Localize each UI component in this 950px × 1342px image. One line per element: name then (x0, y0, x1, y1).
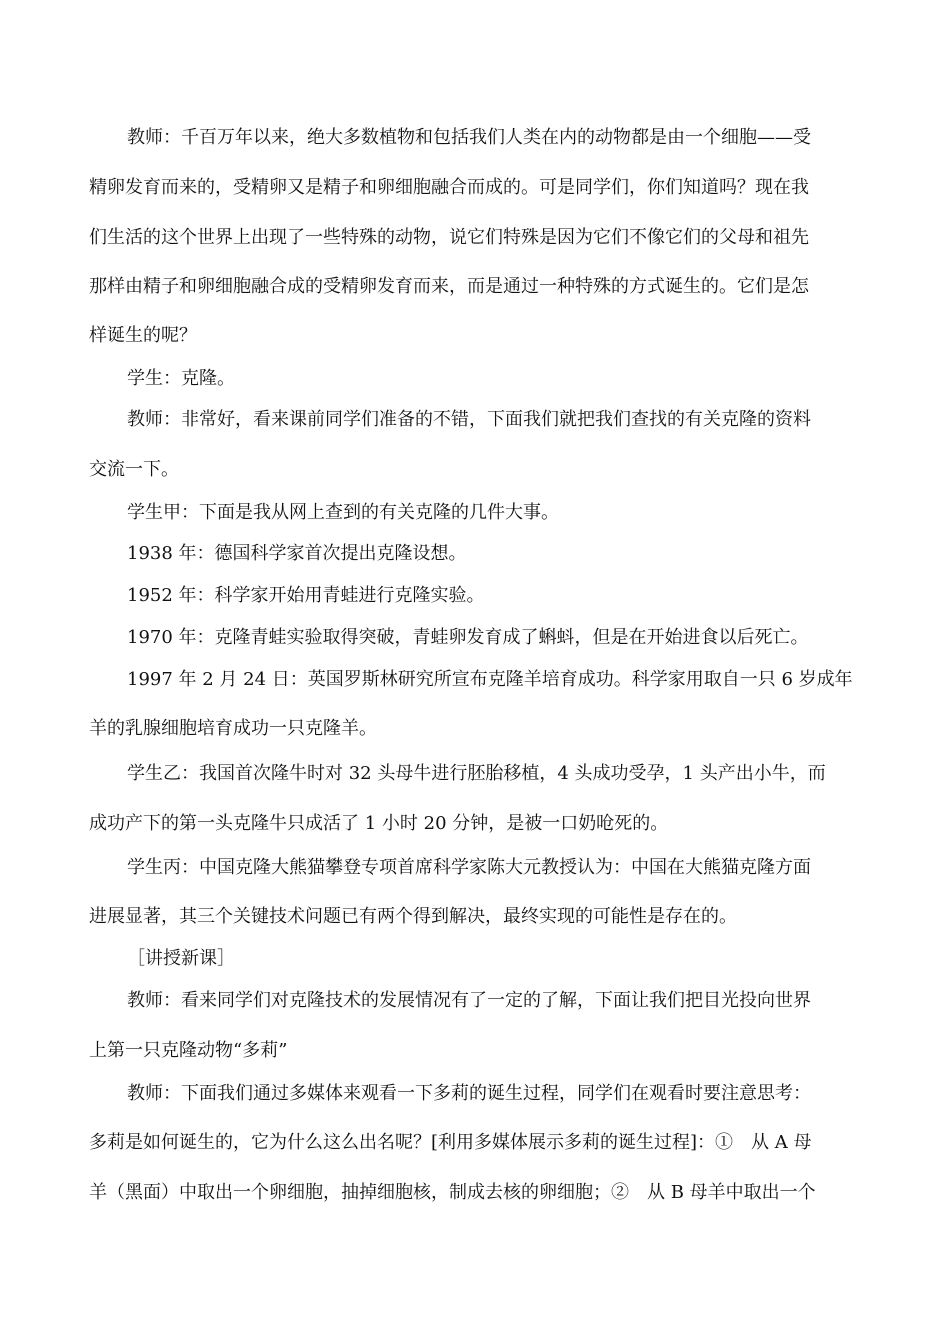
paragraph-line: 学生丙：中国克隆大熊猫攀登专项首席科学家陈大元教授认为：中国在大熊猫克隆方面 (127, 857, 811, 878)
timeline-entry: 1997 年 2 月 24 日：英国罗斯林研究所宣布克隆羊培育成功。科学家用取自一只 6 岁成年 (127, 669, 853, 690)
paragraph-line: 羊（黑面）中取出一个卵细胞，抽掉细胞核，制成去核的卵细胞；② 从 B 母羊中取出一个 (89, 1182, 816, 1203)
paragraph-line: 多莉是如何诞生的，它为什么这么出名呢？[利用多媒体展示多莉的诞生过程]：① 从 A 母 (89, 1132, 812, 1153)
timeline-entry: 1952 年：科学家开始用青蛙进行克隆实验。 (127, 585, 485, 606)
paragraph-line: 学生乙：我国首次隆牛时对 32 头母牛进行胚胎移植，4 头成功受孕，1 头产出小牛，而 (127, 763, 826, 784)
paragraph-line: 学生甲：下面是我从网上查到的有关克隆的几件大事。 (127, 502, 559, 523)
paragraph-line: 学生：克隆。 (127, 368, 235, 389)
paragraph-line: 那样由精子和卵细胞融合成的受精卵发育而来，而是通过一种特殊的方式诞生的。它们是怎 (89, 276, 809, 297)
paragraph-line: 教师：看来同学们对克隆技术的发展情况有了一定的了解，下面让我们把目光投向世界 (127, 990, 811, 1011)
paragraph-line: 样诞生的呢？ (89, 325, 197, 346)
timeline-entry: 1938 年：德国科学家首次提出克隆设想。 (127, 543, 467, 564)
paragraph-line: 教师：千百万年以来，绝大多数植物和包括我们人类在内的动物都是由一个细胞——受 (127, 127, 811, 148)
timeline-entry: 1970 年：克隆青蛙实验取得突破，青蛙卵发育成了蝌蚪，但是在开始进食以后死亡。 (127, 627, 809, 648)
section-heading: ［讲授新课］ (127, 948, 235, 969)
paragraph-line: 羊的乳腺细胞培育成功一只克隆羊。 (89, 718, 377, 739)
paragraph-line: 教师：下面我们通过多媒体来观看一下多莉的诞生过程，同学们在观看时要注意思考： (127, 1083, 811, 1104)
paragraph-line: 交流一下。 (89, 459, 179, 480)
paragraph-line: 们生活的这个世界上出现了一些特殊的动物，说它们特殊是因为它们不像它们的父母和祖先 (89, 227, 809, 248)
paragraph-line: 教师：非常好，看来课前同学们准备的不错，下面我们就把我们查找的有关克隆的资料 (127, 409, 811, 430)
paragraph-line: 进展显著，其三个关键技术问题已有两个得到解决，最终实现的可能性是存在的。 (89, 906, 737, 927)
paragraph-line: 精卵发育而来的，受精卵又是精子和卵细胞融合而成的。可是同学们，你们知道吗？现在我 (89, 177, 809, 198)
paragraph-line: 成功产下的第一头克隆牛只成活了 1 小时 20 分钟，是被一口奶呛死的。 (89, 813, 669, 834)
paragraph-line: 上第一只克隆动物“多莉” (89, 1040, 288, 1061)
